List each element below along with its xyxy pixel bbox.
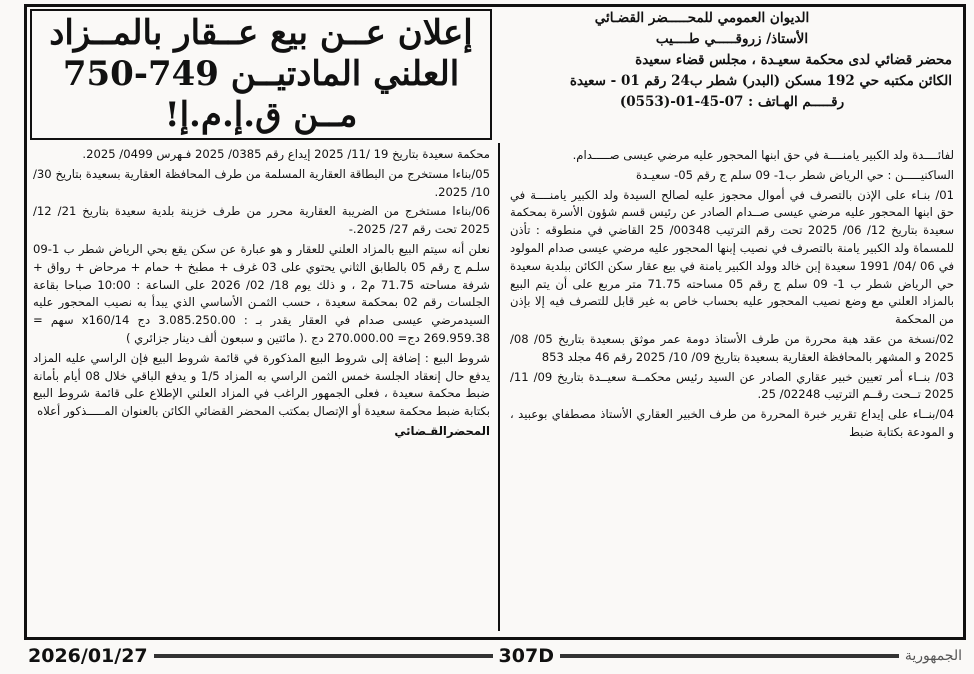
- footer-rule-right: [560, 654, 899, 658]
- office-name: الديوان العمومي للمحـــــضر القضـائي: [594, 10, 810, 26]
- title-line-2: العلني المادتيــن 749-750: [62, 54, 460, 94]
- title-line-1: إعلان عــن بيع عــقار بالمــزاد: [49, 13, 473, 53]
- paragraph-residence: الساكنيـــــن : حي الرياض شطر ب1- 09 سلم ج رقم 05- سعيـدة: [636, 167, 954, 182]
- paragraph-02: 02/نسخة من عقد هبة محررة من طرف الأستاذ دومة عمر موثق بسعيدة بتاريخ 05/ 08/ 2025 و المشهر بالمحافظة العقارية بسعيدة بتاريخ 09/ 10/ 2025 رقم 46 مجلد 853: [510, 331, 954, 364]
- paragraph-01: 01/ بنـاء على الإذن بالتصرف في أموال محجوز عليه لصالح السيدة ولد الكبير يامنــــة في حق ابنها المحجور عليه مرضي عيسى صــدام الصادر عن رئيس قسم شؤون الأسرة بمحكمة سعيدة بتاريخ 12/ 06/ 2025 تحت رقم الترتيب 00348/ 25 القاضي في منطوقه : تأذن للمسماة ولد الكبير يامنة بالتصرف في نصيب إبنها المحجور عليه مرضي عيسى صدام المولود في 06 /04/ 1991 سعيدة إبن خالد وولد الكبير يامنة في بيع عقار سكن الكائن ببلدية سعيدة حي الرياض شطر ب 1- 09 سلم ج رقم 05 مساحته 71.75 متر مربع على أن يتم البيع بالمزاد العلني مع وضع نصيب المحجور عليه بحساب خاص به غير قابل للتصرف فيه إلا بإذن من المحكمة: [510, 187, 954, 327]
- page-footer: [24, 642, 966, 670]
- signature: المحضرالقـضائي: [394, 423, 490, 438]
- newspaper-logo: الجمهورية: [904, 648, 962, 664]
- footer-date: 2026/01/27: [28, 645, 148, 667]
- left-column: [33, 146, 490, 443]
- bailiff-name: الأستاذ/ زروقـــــي طــــيب: [655, 31, 809, 47]
- title-line-3: مــن ق.إ.م.إ!: [164, 95, 358, 135]
- paragraph-court-deposit: محكمة سعيدة بتاريخ 19 /11/ 2025 إيداع رقم 0385/ 2025 فـهرس 0499/ 2025.: [82, 147, 490, 161]
- paragraph-beneficiary: لفائــــدة ولد الكبير يامنــــة في حق ابنها المحجور عليه مرضي عيسى صـــــدام.: [572, 148, 954, 162]
- bailiff-court: محضر قضائي لدى محكمة سعيـدة ، مجلس قضاء سعيدة: [635, 52, 952, 68]
- footer-rule-left: [154, 654, 493, 658]
- office-phone: رقـــــم الهـاتف : 07-45-01-(0553): [619, 94, 845, 110]
- paragraph-06: 06/بناءا مستخرج من الضريبة العقارية محرر من طرف خزينة بلدية سعيدة بتاريخ 21/ 12/ 2025 تحت رقم 27/ 2025.-: [33, 204, 490, 237]
- right-column: [510, 147, 954, 444]
- paragraph-05: 05/بناءا مستخرج من البطاقة العقارية المسلمة من طرف المحافظة العقارية بسعيدة بتاريخ 30/ 10/ 2025.: [33, 166, 490, 199]
- paragraph-sale-conditions: شروط البيع : إضافة إلى شروط البيع المذكورة في قائمة شروط البيع فإن الراسي عليه المزاد يدفع حال إنعقاد الجلسة خمس الثمن الراسي به المزاد 1/5 و يدفع الباقي خلال 08 أيام بأمانة ضبط محكمة سعيدة ، فعلى الجمهور الراغب في المزاد العلني الإطلاع على قائمة شروط البيع بكتابة ضبط محكمة سعيدة أو الإتصال بمكتب المحضر القضائي الكائن بالعنوان المـــــذكور أعلاه: [33, 350, 490, 419]
- page-number: 307D: [498, 645, 554, 667]
- paragraph-sale-notice: نعلن أنه سيتم البيع بالمزاد العلني للعقار و هو عبارة عن سكن يقع بحي الرياض شطر ب 1-09 سلـم ج رقم 05 بالطابق الثاني يحتوي على 03 غرف + مطبخ + حمام + مرحاض + رواق + شرفة مساحته 71.75 م2 ، و ذلك يوم 18/ 02/ 2026 على الساعة : 10:00 صباحا بقاعة الجلسات رقم 02 بمحكمة سعيدة ، حسب الثمـن الأساسي الذي يبدأ به نصيب المحجور عليه السيدمرضي عيسى صدام في العقار يقدر بـ : 3.085.250.00 دج x160/14 سهم = 269.959.38 دج= 270.000.00 دج .( مائتين و سبعون ألف دينار جزائري ): [33, 241, 490, 345]
- paragraph-04: 04/بنــاء على إيداع تقرير خبرة المحررة من طرف الخبير العقاري الأستاذ مصطفاي بوعبيد ، و المودعة بكتابة ضبط: [510, 407, 954, 439]
- office-address: الكائن مكتبه حي 192 مسكن (البدر) شطر ب24 رقم 01 - سعيدة: [569, 73, 952, 89]
- bailiff-office-header: [512, 8, 952, 113]
- announcement-title-box: [30, 9, 492, 140]
- column-divider: [498, 143, 500, 631]
- paragraph-03: 03/ بنــاء أمر تعيين خبير عقاري الصادر عن السيد رئيس محكمــة سعيــدة بتاريخ 09/ 11/ 2025 تــحت رقــم الترتيب 02248/ 25.: [510, 369, 954, 402]
